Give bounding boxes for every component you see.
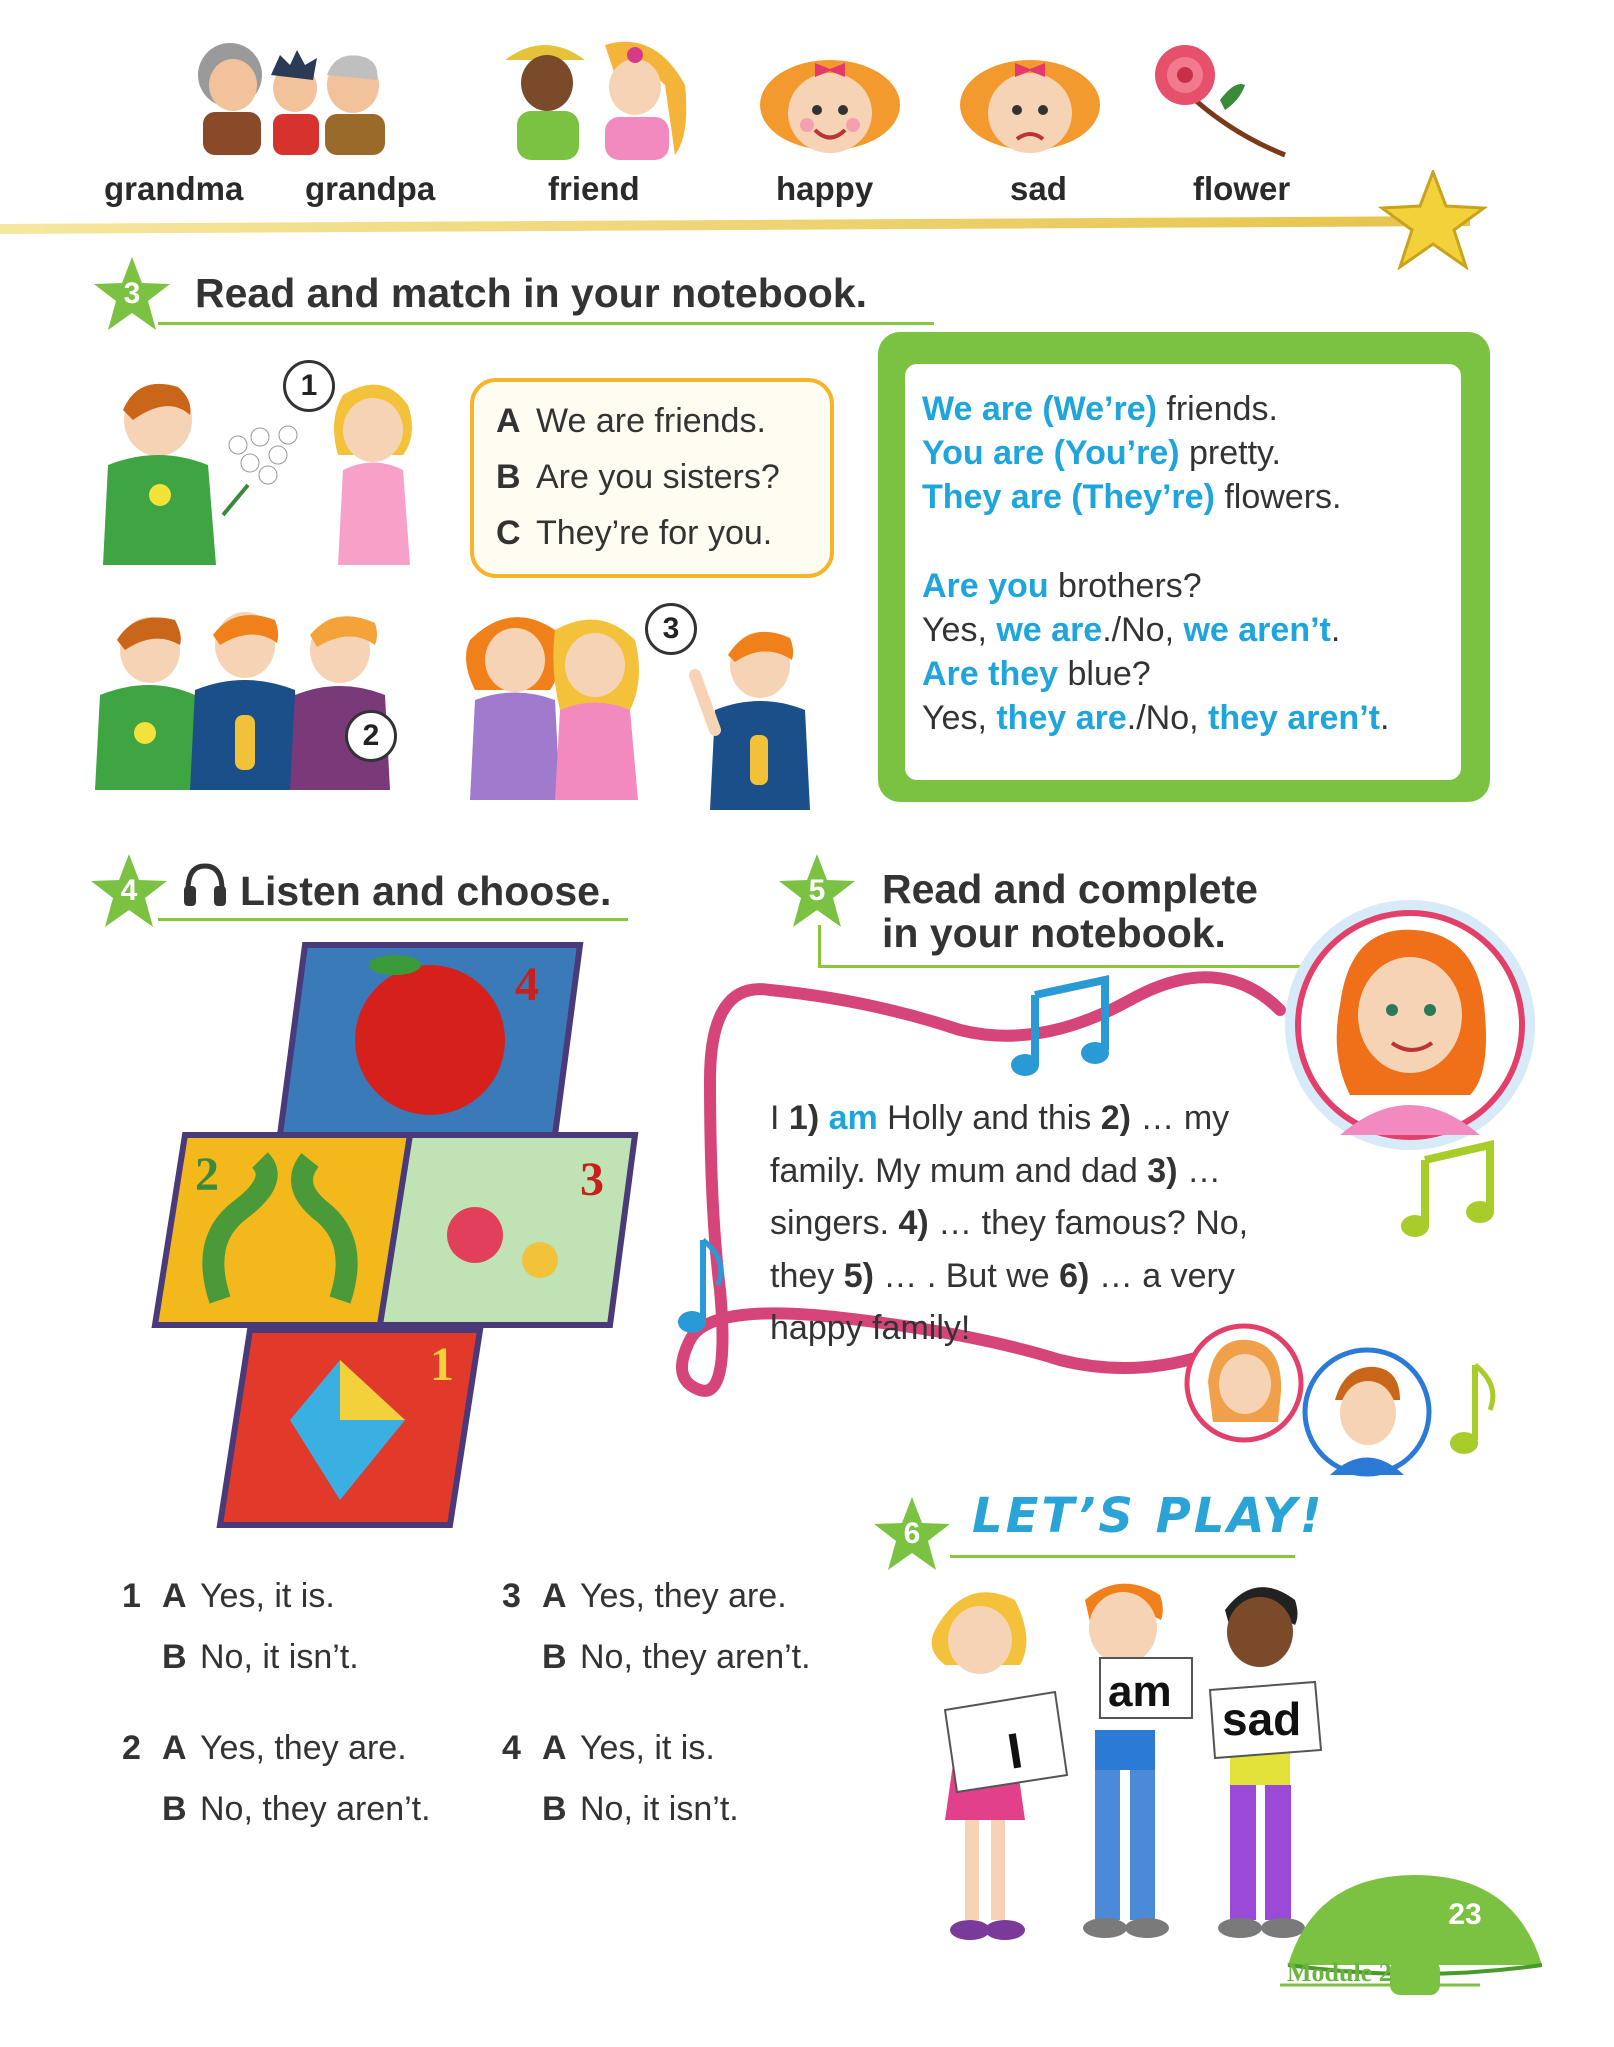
tile-number-1: 1 <box>430 1338 454 1391</box>
answer-3-a-text: Yes, they are. <box>580 1577 787 1615</box>
vocabulary-ribbon <box>0 212 1470 234</box>
answer-3-number: 3 <box>502 1577 521 1615</box>
answer-4-a <box>502 1729 715 1768</box>
grammar-line-6 <box>922 655 1151 694</box>
option-a-text: We are friends. <box>536 402 766 440</box>
gap-2-number: 2) <box>1100 1099 1131 1137</box>
grammar-line-2-highlight: You are (You’re) <box>922 434 1180 472</box>
grammar-line-7 <box>922 699 1389 738</box>
answer-3-b <box>542 1638 811 1677</box>
answer-2-b-text: No, they aren’t. <box>200 1790 431 1828</box>
passage-text-3: … my family. My mum and dad <box>770 1099 1230 1190</box>
answer-4-a-text: Yes, it is. <box>580 1729 715 1767</box>
section-4-underline <box>158 918 628 921</box>
grammar-line-1 <box>922 390 1278 429</box>
passage-text-2: Holly and this <box>877 1099 1101 1137</box>
answer-4-letter-a: A <box>542 1729 567 1767</box>
grammar-line-3-rest: flowers. <box>1214 478 1342 516</box>
tile-number-3: 3 <box>580 1153 604 1206</box>
word-sad: sad <box>1010 170 1067 207</box>
answer-4-b <box>542 1790 739 1829</box>
section-5-title-line-1: Read and complete <box>882 866 1258 912</box>
answer-4-number: 4 <box>502 1729 521 1767</box>
gap-1-number: 1) <box>788 1099 820 1137</box>
gap-1-example-answer: am <box>819 1099 878 1137</box>
grammar-line-4-highlight: Are you <box>922 567 1049 605</box>
grammar-line-5-p3: . <box>1330 611 1341 649</box>
gap-5-number: 5) <box>843 1256 874 1295</box>
passage-text-7: … a very happy family! <box>770 1256 1235 1347</box>
option-c-text: They’re for you. <box>536 514 773 552</box>
happy-face-picture <box>755 55 905 160</box>
passage-text-5: … they famous? No, they <box>770 1204 1249 1295</box>
grammar-line-4-rest: brothers? <box>1048 567 1202 605</box>
music-note-small-green-icon <box>1440 1355 1500 1465</box>
grammar-line-7-p2: ./No, <box>1126 699 1209 737</box>
word-flower: flower <box>1193 170 1291 207</box>
answer-1-letter-a: A <box>162 1577 187 1615</box>
option-a <box>496 402 766 441</box>
grammar-line-5 <box>922 611 1340 650</box>
answer-4-letter-b: B <box>542 1790 567 1828</box>
headphones-icon <box>180 860 230 910</box>
card-word-i: I <box>1003 1722 1027 1780</box>
sad-face-picture <box>955 55 1105 160</box>
friends-picture <box>485 25 700 160</box>
grammar-line-7-h1: they are <box>996 699 1127 737</box>
answer-1-number: 1 <box>122 1577 141 1615</box>
word-grandma: grandma <box>104 170 244 207</box>
grammar-line-2-rest: pretty. <box>1179 434 1281 472</box>
module-label: Module 2 <box>1287 1958 1392 1987</box>
word-friend: friend <box>548 170 640 207</box>
section-3-underline <box>158 322 934 325</box>
option-b-text: Are you sisters? <box>536 458 780 496</box>
picture-number-1: 1 <box>283 360 335 412</box>
answer-2-a-text: Yes, they are. <box>200 1729 407 1767</box>
passage-text-4: … singers. <box>770 1151 1221 1242</box>
passage-text-1: I <box>770 1099 789 1137</box>
holly-portrait <box>1280 895 1540 1155</box>
grammar-line-6-highlight: Are they <box>922 655 1059 693</box>
grammar-line-2 <box>922 434 1281 473</box>
answer-1-a-text: Yes, it is. <box>200 1577 335 1615</box>
holly-passage <box>770 1092 1310 1355</box>
music-note-blue-icon <box>1010 975 1115 1080</box>
section-6-underline <box>950 1555 1295 1558</box>
gap-6-number: 6) <box>1059 1256 1090 1295</box>
passage-text-6: … . But we <box>873 1256 1060 1295</box>
picture-number-2: 2 <box>345 710 397 762</box>
option-b <box>496 458 780 497</box>
answer-2-letter-a: A <box>162 1729 187 1767</box>
answer-3-b-text: No, they aren’t. <box>580 1638 811 1676</box>
answer-3-a <box>502 1577 787 1616</box>
grammar-line-7-p1: Yes, <box>922 699 997 737</box>
page-number: 23 <box>1448 1898 1482 1931</box>
music-note-green-icon <box>1400 1140 1500 1240</box>
card-word-am: am <box>1108 1667 1172 1716</box>
grammar-line-7-p3: . <box>1379 699 1390 737</box>
option-b-letter: B <box>496 458 521 496</box>
word-grandpa: grandpa <box>305 170 436 207</box>
section-5-number: 5 <box>808 874 826 907</box>
grammar-line-6-rest: blue? <box>1058 655 1151 693</box>
answer-3-letter-a: A <box>542 1577 567 1615</box>
answer-1-a <box>122 1577 335 1616</box>
grammar-line-5-h2: we aren’t <box>1183 611 1331 649</box>
answer-4-b-text: No, it isn’t. <box>580 1790 739 1828</box>
grammar-line-5-p2: ./No, <box>1102 611 1184 649</box>
tile-number-4: 4 <box>515 958 539 1011</box>
section-5-title-line-2: in your notebook. <box>882 910 1226 956</box>
grammar-line-1-highlight: We are (We’re) <box>922 390 1157 428</box>
grammar-line-5-h1: we are <box>996 611 1103 649</box>
section-4-number: 4 <box>120 874 138 907</box>
picture-number-3: 3 <box>645 603 697 655</box>
grammar-line-5-p1: Yes, <box>922 611 997 649</box>
section-6-badge <box>873 1495 951 1573</box>
option-c <box>496 514 772 553</box>
picture-1-boy-gives-flowers <box>98 375 428 570</box>
section-4-badge <box>90 852 168 930</box>
option-c-letter: C <box>496 514 521 552</box>
answer-1-b-text: No, it isn’t. <box>200 1638 359 1676</box>
grammar-line-3 <box>922 478 1341 517</box>
grammar-line-7-h2: they aren’t <box>1208 699 1380 737</box>
section-5-badge <box>778 852 856 930</box>
music-note-small-blue-icon <box>668 1230 728 1340</box>
card-word-sad: sad <box>1222 1693 1302 1745</box>
answer-3-letter-b: B <box>542 1638 567 1676</box>
section-3-number: 3 <box>123 277 141 310</box>
answer-2-number: 2 <box>122 1729 141 1767</box>
lets-play-title: LET’S PLAY! <box>972 1488 1325 1544</box>
answer-2-letter-b: B <box>162 1790 187 1828</box>
answer-2-a <box>122 1729 407 1768</box>
bouquet <box>223 426 297 515</box>
grammar-line-4 <box>922 567 1202 606</box>
gold-star-icon <box>1378 170 1488 270</box>
picture-2-three-boys <box>95 605 395 800</box>
dad-portrait <box>1300 1345 1434 1479</box>
word-happy: happy <box>776 170 874 207</box>
match-options-box <box>470 378 834 578</box>
tile-number-2: 2 <box>195 1148 219 1201</box>
hopscotch-grid <box>140 940 640 1530</box>
section-6-number: 6 <box>903 1517 921 1550</box>
grandparents-picture <box>185 30 395 155</box>
section-3-title: Read and match in your notebook. <box>195 270 868 316</box>
gap-4-number: 4) <box>898 1204 929 1242</box>
gap-3-number: 3) <box>1147 1151 1178 1190</box>
answer-2-b <box>162 1790 431 1829</box>
section-4-title: Listen and choose. <box>240 868 612 914</box>
flower-picture <box>1145 40 1295 160</box>
answer-1-letter-b: B <box>162 1638 187 1676</box>
answer-1-b <box>162 1638 359 1677</box>
grammar-line-3-highlight: They are (They’re) <box>922 478 1215 516</box>
option-a-letter: A <box>496 402 521 440</box>
grammar-line-1-rest: friends. <box>1156 390 1278 428</box>
